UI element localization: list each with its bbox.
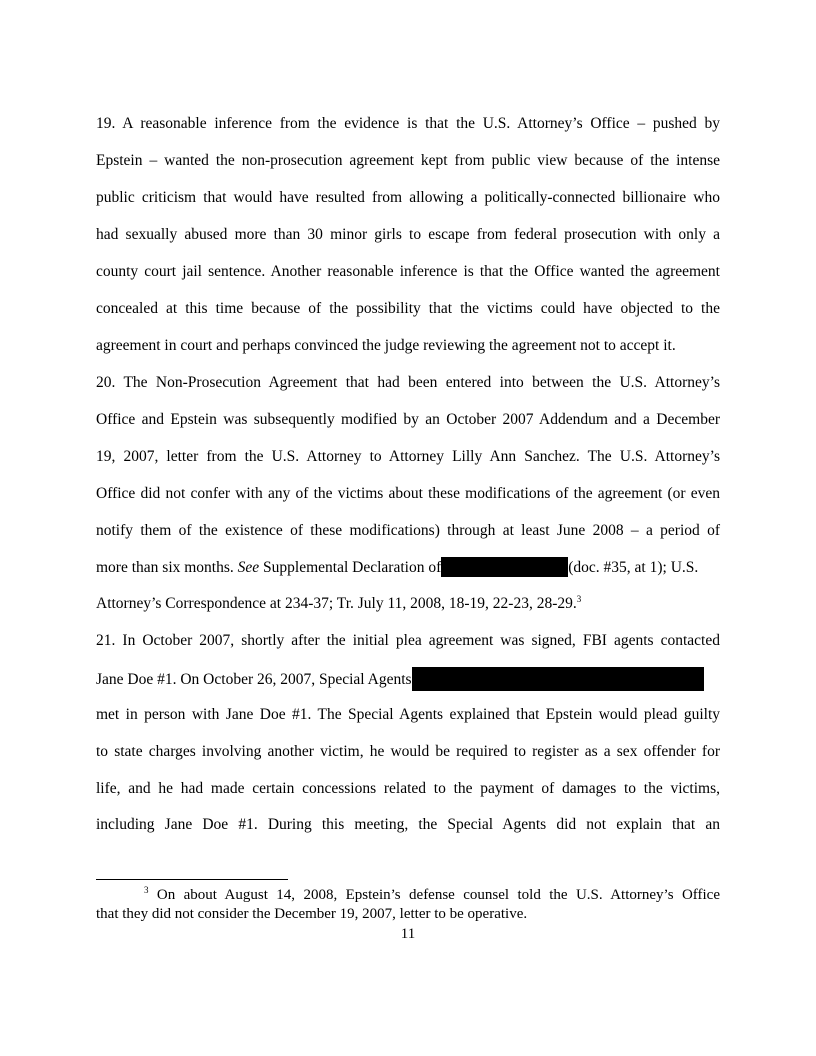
text-line: Epstein – wanted the non-prosecution agreement kept from public view because of the intense	[96, 152, 720, 169]
text-line: notify them of the existence of these modifications) through at least June 2008 – a period of	[96, 522, 720, 539]
text-line: Office and Epstein was subsequently modified by an October 2007 Addendum and a December	[96, 411, 720, 428]
text-line	[96, 594, 720, 614]
text-line: had sexually abused more than 30 minor girls to escape from federal prosecution with only a	[96, 226, 720, 243]
text-line: including Jane Doe #1. During this meeting, the Special Agents did not explain that an	[96, 816, 720, 833]
text-segment: more than six months.	[96, 559, 238, 576]
text-line: to state charges involving another victim, he would be required to register as a sex offender for	[96, 743, 720, 760]
page-number: 11	[400, 926, 416, 942]
text-line: public criticism that would have resulted from allowing a politically-connected billionaire who	[96, 189, 720, 206]
text-line: 20. The Non-Prosecution Agreement that had been entered into between the U.S. Attorney’s	[96, 374, 720, 391]
text-line: life, and he had made certain concessions related to the payment of damages to the victims,	[96, 780, 720, 797]
text-line: met in person with Jane Doe #1. The Special Agents explained that Epstein would plead guilty	[96, 706, 720, 723]
text-segment: Jane Doe #1. On October 26, 2007, Special Agents	[96, 671, 412, 688]
text-line: 21. In October 2007, shortly after the initial plea agreement was signed, FBI agents contacted	[96, 632, 720, 649]
redaction-block	[412, 667, 704, 691]
footnote-reference[interactable]: 3	[576, 594, 582, 604]
text-line: agreement in court and perhaps convinced the judge reviewing the agreement not to accept it.	[96, 337, 676, 354]
text-line: Office did not confer with any of the victims about these modifications of the agreement (or even	[96, 485, 720, 502]
text-line-with-redaction	[96, 667, 720, 691]
text-line: county court jail sentence. Another reasonable inference is that the Office wanted the agreement	[96, 263, 720, 280]
text-segment: Supplemental Declaration of	[259, 559, 442, 576]
text-segment: (doc. #35, at 1); U.S.	[568, 559, 699, 576]
text-line-with-redaction	[96, 557, 720, 578]
citation-signal: See	[237, 559, 260, 576]
footnote-line	[96, 886, 720, 905]
text-line: 19. A reasonable inference from the evidence is that the U.S. Attorney’s Office – pushed by	[96, 115, 720, 132]
footnote-text: On about August 14, 2008, Epstein’s defense counsel told the U.S. Attorney’s Office	[148, 887, 720, 903]
redaction-block	[441, 557, 568, 577]
text-line: 19, 2007, letter from the U.S. Attorney to Attorney Lilly Ann Sanchez. The U.S. Attorney’s	[96, 448, 720, 465]
footnote-separator	[96, 879, 288, 880]
footnote-line: that they did not consider the December 19, 2007, letter to be operative.	[96, 906, 528, 922]
text-line: concealed at this time because of the possibility that the victims could have objected to the	[96, 300, 720, 317]
footnote-marker: 3	[144, 885, 149, 895]
text-segment: Attorney’s Correspondence at 234-37; Tr. July 11, 2008, 18-19, 22-23, 28-29.	[96, 595, 577, 612]
